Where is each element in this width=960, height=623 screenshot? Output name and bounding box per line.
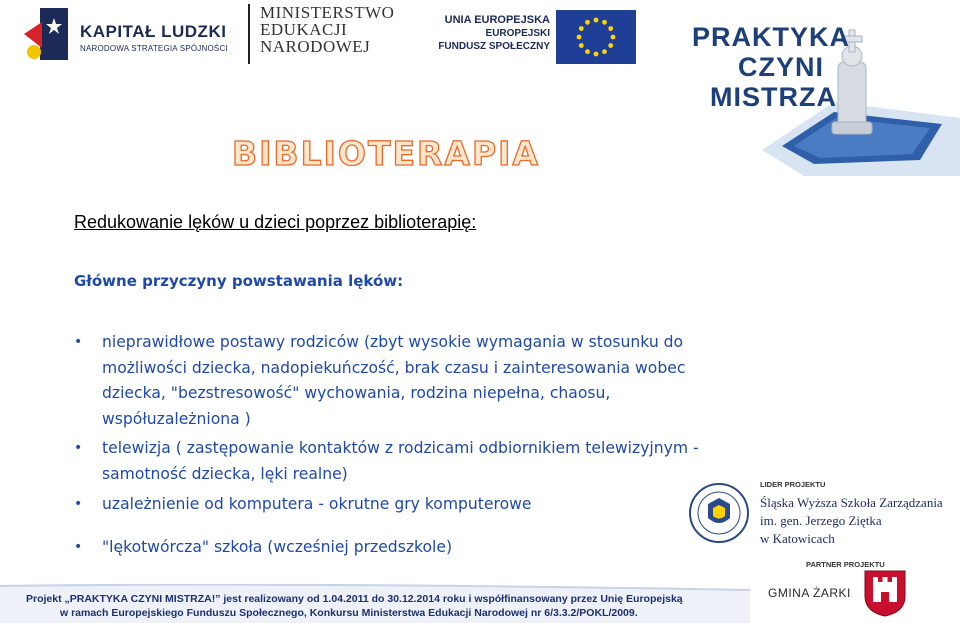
project-logo xyxy=(684,0,960,176)
bullet-icon: • xyxy=(74,495,83,512)
footer xyxy=(0,584,750,623)
leader-name-line-2: im. gen. Jerzego Ziętka xyxy=(760,513,882,528)
municipal-crest-icon xyxy=(862,568,908,618)
list-item-line: nieprawidłowe postawy rodziców (zbyt wysokie wymagania w stosunku do xyxy=(102,333,684,351)
list-item xyxy=(74,330,834,432)
eu-line-2: EUROPEJSKI xyxy=(485,28,550,39)
kapital-ludzki-logo xyxy=(18,4,230,68)
leader-name-line-3: w Katowicach xyxy=(760,531,835,546)
bullet-icon: • xyxy=(74,334,83,350)
list-item xyxy=(74,436,834,487)
footer-line-1: Projekt „PRAKTYKA CZYNI MISTRZA!” jest realizowany od 1.04.2011 do 30.12.2014 roku i współfinansowany przez Unię Europejską xyxy=(26,593,683,605)
bullet-icon: • xyxy=(74,440,83,457)
list-item-line: telewizja ( zastępowanie kontaktów z rodzicami odbiornikiem telewizyjnym - xyxy=(102,439,699,458)
list-item-line: dziecka, "bezstresowość" wychowania, rodzina niepełna, chaosu, xyxy=(102,384,611,403)
leader-name xyxy=(760,494,943,548)
list-item-line: możliwości dziecka, nadopiekuńczość, brak czasu i zainteresowania wobec xyxy=(102,358,686,377)
eu-text xyxy=(434,14,550,53)
leader-name-line-1: Śląska Wyższa Szkoła Zarządzania xyxy=(760,495,943,510)
project-logo-line-1: PRAKTYKA xyxy=(692,22,851,52)
eu-line-3: FUNDUSZ SPOŁECZNY xyxy=(438,41,550,52)
ministry-line-1: MINISTERSTWO xyxy=(260,3,395,22)
partner-name: GMINA ŻARKI xyxy=(768,586,851,600)
eu-flag-icon xyxy=(556,10,636,64)
banner-title: BIBLIOTERAPIA xyxy=(232,134,540,173)
ministry-line-3: NARODOWEJ xyxy=(260,37,371,56)
footer-line-2: w ramach Europejskiego Funduszu Społecznego, Konkursu Ministerstwa Edukacji Narodowej nr 6/3.3.2/POKL/2009. xyxy=(60,607,638,619)
kapital-ludzki-title: KAPITAŁ LUDZKI xyxy=(80,22,227,41)
section-heading: Główne przyczyny powstawania lęków: xyxy=(74,272,404,290)
list-item-line: "lękotwórcza" szkoła (wcześniej przedszkole) xyxy=(102,538,453,557)
kapital-ludzki-subtitle: NARODOWA STRATEGIA SPÓJNOŚCI xyxy=(80,44,228,53)
eu-logo xyxy=(434,10,639,66)
partner-caption: PARTNER PROJEKTU xyxy=(806,560,885,569)
list-item-line: współuzależniona ) xyxy=(102,409,251,428)
bullet-icon: • xyxy=(74,539,83,556)
project-logo-line-3: MISTRZA xyxy=(710,82,837,112)
ministry-logo xyxy=(248,4,418,64)
university-seal-icon xyxy=(688,482,750,544)
kapital-ludzki-icon xyxy=(18,4,74,64)
list-item-line: uzależnienie od komputera - okrutne gry komputerowe xyxy=(102,494,532,513)
list-item-line: samotność dziecka, lęki realne) xyxy=(102,464,348,483)
ministry-line-2: EDUKACJI xyxy=(260,20,348,39)
leader-caption: LIDER PROJEKTU xyxy=(760,480,826,489)
main-heading: Redukowanie lęków u dzieci poprzez biblioterapię: xyxy=(74,212,477,232)
eu-line-1: UNIA EUROPEJSKA xyxy=(444,14,550,26)
project-logo-line-2: CZYNI xyxy=(738,52,824,82)
